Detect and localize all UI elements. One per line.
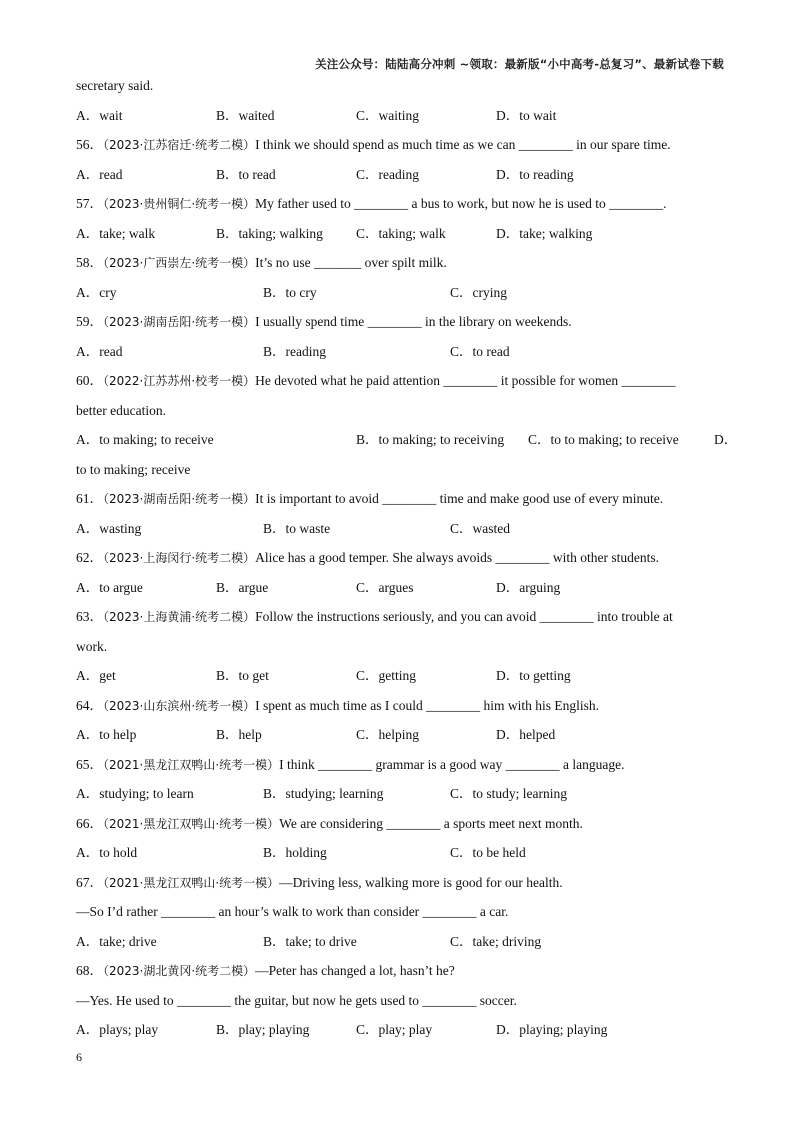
option: A．take; walk [76, 225, 156, 241]
option: D． [714, 432, 738, 447]
question-stem [76, 873, 726, 893]
question-text: Alice has a good temper. She always avoids ________ with other students. [255, 550, 659, 565]
option: C．play; play [356, 1022, 433, 1037]
option: B．to get [216, 668, 269, 683]
question-source: （2021·黑龙江双鸭山·统考一模） [103, 757, 280, 772]
option: A．to help [76, 727, 137, 742]
option: A．wasting [76, 520, 142, 536]
option: B．help [216, 727, 262, 742]
question-stem [76, 755, 726, 775]
option: A．to making; to receive [76, 432, 214, 447]
option: A．cry [76, 284, 117, 300]
option: B．to cry [263, 284, 317, 300]
question-text: We are considering ________ a sports meet next month. [279, 815, 583, 831]
option: B．taking; walking [216, 225, 323, 241]
question-number: 63． [76, 609, 103, 624]
option: D．to reading [496, 166, 574, 182]
question-source: （2023·贵州铜仁·统考一模） [103, 197, 256, 211]
question-stem [76, 312, 726, 332]
question-number: 56． [76, 137, 103, 152]
question-text: —Driving less, walking more is good for our health. [279, 874, 563, 890]
option: C．take; driving [450, 933, 542, 949]
option: A．wait [76, 107, 123, 123]
question-options [76, 342, 726, 362]
question-source: （2023·广西崇左·统考一模） [103, 256, 256, 270]
question-stem [76, 548, 726, 568]
option: C．reading [356, 166, 419, 182]
option: C．crying [450, 284, 507, 300]
option: A．take; drive [76, 933, 157, 949]
page-number: 6 [76, 1050, 82, 1064]
question-options [76, 224, 726, 244]
question-number: 61． [76, 491, 103, 506]
prev-question-options [76, 106, 726, 126]
option: A．get [76, 668, 116, 683]
option: B．waited [216, 107, 275, 123]
option: A．plays; play [76, 1022, 159, 1037]
question-text: It’s no use _______ over spilt milk. [255, 255, 447, 270]
question-stem-continued: —So I’d rather ________ an hour’s walk to work than consider ________ a car. [76, 904, 509, 919]
question-number: 59． [76, 314, 103, 329]
question-options [76, 430, 738, 450]
option: D．helped [496, 727, 556, 742]
option: A．studying; to learn [76, 786, 194, 801]
question-source: （2023·上海闵行·统考二模） [103, 551, 256, 565]
option: C．to be held [450, 845, 526, 860]
option: C．to study; learning [450, 786, 567, 801]
option: A．to argue [76, 579, 143, 595]
question-text: It is important to avoid ________ time and make good use of every minute. [255, 491, 664, 506]
question-stem [76, 961, 726, 981]
prev-question-tail: secretary said. [76, 78, 154, 93]
question-text: I think we should spend as much time as we can ________ in our spare time. [255, 137, 671, 152]
option: B．reading [263, 343, 326, 359]
question-number: 57． [76, 196, 103, 211]
question-options [76, 725, 726, 745]
question-stem [76, 489, 726, 509]
question-source: （2023·湖南岳阳·统考一模） [103, 492, 256, 506]
option: A．to hold [76, 845, 138, 860]
question-options [76, 666, 726, 686]
question-text: Follow the instructions seriously, and you can avoid ________ into trouble at [255, 609, 673, 624]
question-number: 62． [76, 550, 103, 565]
option: B．take; to drive [263, 933, 357, 949]
question-stem-continued: better education. [76, 402, 166, 418]
question-options-continued: to to making; receive [76, 461, 191, 477]
option: B．to waste [263, 520, 331, 536]
question-stem [76, 253, 726, 273]
question-options [76, 1020, 726, 1040]
question-list [76, 76, 738, 1050]
option: C．to to making; to receive [528, 432, 679, 447]
question-options [76, 165, 726, 185]
question-stem [76, 194, 726, 214]
question-number: 60． [76, 373, 103, 388]
page-header: 关注公众号：陆陆高分冲刺 ~领取：最新版“小中高考-总复习”、最新试卷下载 [315, 57, 724, 71]
question-source: （2023·上海黄浦·统考二模） [103, 610, 256, 624]
question-stem [76, 371, 726, 391]
option: D．to wait [496, 107, 557, 123]
question-source: （2023·湖北黄冈·统考二模） [103, 964, 256, 978]
option: C．argues [356, 579, 414, 595]
question-number: 65． [76, 756, 103, 772]
question-options [76, 519, 726, 539]
question-source: （2023·湖南岳阳·统考一模） [103, 315, 256, 329]
question-stem [76, 607, 726, 627]
option: D．take; walking [496, 225, 593, 241]
question-source: （2021·黑龙江双鸭山·统考一模） [103, 816, 280, 831]
question-text: —Peter has changed a lot, hasn’t he? [255, 963, 455, 978]
option: B．play; playing [216, 1022, 310, 1037]
option: A．read [76, 343, 123, 359]
option: B．argue [216, 579, 269, 595]
option: C．wasted [450, 520, 510, 536]
question-source: （2023·江苏宿迁·统考二模） [103, 138, 256, 152]
question-options [76, 843, 726, 863]
question-source: （2022·江苏苏州·校考一模） [103, 374, 256, 388]
question-stem-continued: work. [76, 638, 108, 654]
question-source: （2021·黑龙江双鸭山·统考一模） [103, 875, 280, 890]
option: B．holding [263, 845, 327, 860]
option: B．to read [216, 166, 276, 182]
question-stem [76, 696, 726, 716]
question-stem [76, 814, 726, 834]
option: C．helping [356, 727, 419, 742]
option: C．waiting [356, 107, 419, 123]
option: C．to read [450, 343, 510, 359]
question-number: 64． [76, 697, 103, 713]
question-options [76, 932, 726, 952]
question-text: I spent as much time as I could ________ him with his English. [255, 697, 600, 713]
option: D．arguing [496, 579, 561, 595]
question-source: （2023·山东滨州·统考一模） [103, 698, 256, 713]
question-stem-continued: —Yes. He used to ________ the guitar, but now he gets used to ________ soccer. [76, 992, 517, 1008]
option: B．to making; to receiving [356, 432, 505, 447]
question-text: I think ________ grammar is a good way ________ a language. [279, 756, 625, 772]
question-number: 67． [76, 874, 103, 890]
question-text: My father used to ________ a bus to work, but now he is used to ________. [255, 196, 667, 211]
option: A．read [76, 166, 123, 182]
question-number: 66． [76, 815, 103, 831]
question-options [76, 784, 726, 804]
question-number: 68． [76, 963, 103, 978]
question-text: He devoted what he paid attention ________ it possible for women ________ [255, 373, 676, 388]
question-text: I usually spend time ________ in the library on weekends. [255, 314, 572, 329]
option: B．studying; learning [263, 786, 384, 801]
option: C．getting [356, 668, 416, 683]
question-options [76, 283, 726, 303]
option: D．to getting [496, 668, 571, 683]
question-number: 58． [76, 255, 103, 270]
question-options [76, 578, 726, 598]
option: D．playing; playing [496, 1022, 608, 1037]
option: C．taking; walk [356, 225, 446, 241]
question-stem [76, 135, 726, 155]
